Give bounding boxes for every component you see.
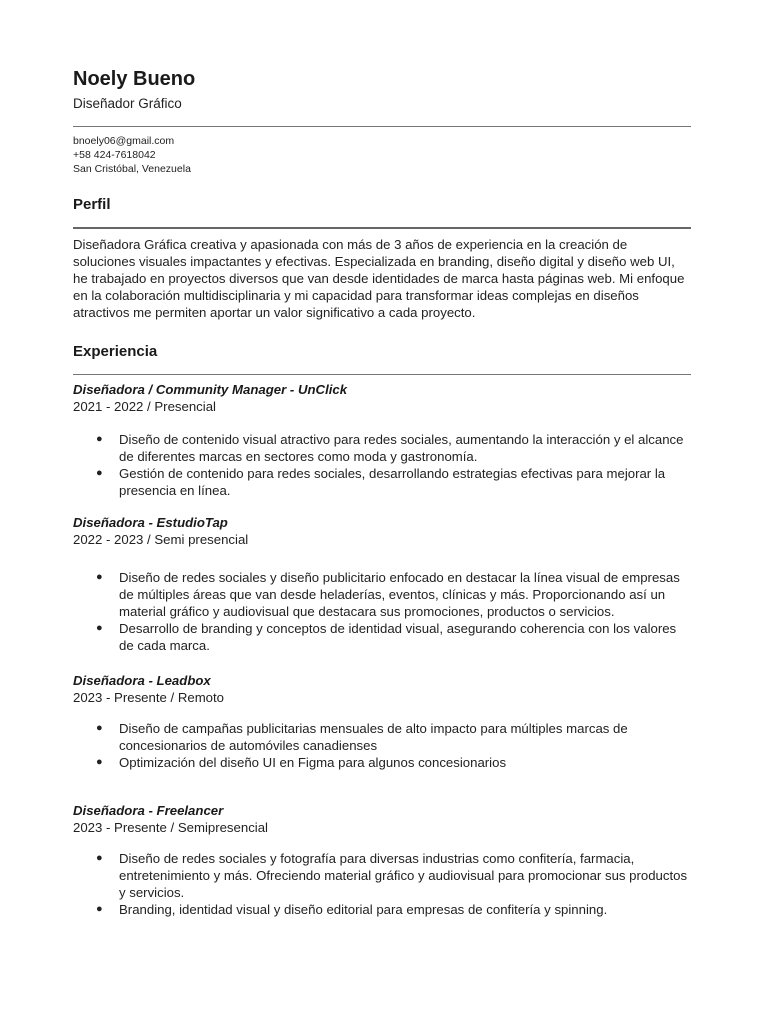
candidate-name: Noely Bueno: [73, 68, 196, 90]
bullet-dot-icon: ●: [96, 722, 103, 734]
bullet-dot-icon: ●: [96, 622, 103, 634]
contact-email: bnoely06@gmail.com: [73, 135, 175, 147]
bullet-item: ● Branding, identidad visual y diseño editorial para empresas de confitería y spinning.: [96, 902, 608, 917]
bullet-dot-icon: ●: [96, 852, 103, 864]
resume-page: [73, 66, 691, 918]
profile-divider: [73, 227, 691, 229]
job-meta: 2021 - 2022 / Presencial: [73, 399, 216, 414]
bullet-dot-icon: ●: [96, 903, 103, 915]
bullet-item: ● Diseño de redes sociales y diseño publicitario enfocado en destacar la línea visual de empresas de múltiples áreas que van desde heladerías, eventos, clínicas y más. Proporcionando así un material gráfico y audiovisual que destacara sus promociones, productos o servicios.: [96, 570, 680, 619]
job-bullets: [73, 569, 691, 654]
bullet-item: ● Optimización del diseño UI en Figma para algunos concesionarios: [96, 755, 507, 770]
bullet-dot-icon: ●: [96, 571, 103, 583]
job-meta: 2023 - Presente / Semipresencial: [73, 820, 268, 835]
contact-location: San Cristóbal, Venezuela: [73, 163, 191, 175]
job-bullets: [73, 720, 691, 771]
bullet-dot-icon: ●: [96, 756, 103, 768]
experience-divider: [73, 374, 691, 375]
job-entry: [73, 381, 691, 499]
job-title: Diseñadora - Leadbox: [73, 673, 211, 688]
job-title: Diseñadora - EstudioTap: [73, 515, 228, 530]
job-meta: 2022 - 2023 / Semi presencial: [73, 532, 249, 547]
contact-phone: +58 424-7618042: [73, 149, 156, 161]
experience-section-title: Experiencia: [73, 343, 158, 360]
candidate-role: Diseñador Gráfico: [73, 96, 182, 111]
bullet-dot-icon: ●: [96, 467, 103, 479]
profile-section-title: Perfil: [73, 196, 111, 213]
contact-block: [73, 134, 691, 176]
job-title: Diseñadora - Freelancer: [73, 803, 224, 818]
profile-text: Diseñadora Gráfica creativa y apasionada con más de 3 años de experiencia en la creación de soluciones visuales impactantes y efectivas. Especializada en branding, diseño digital y diseño web UI, he trabajado en proyectos diversos que van desde identidades de marca hasta páginas web. Mi enfoque en la colaboración multidisciplinaria y mi capacidad para transformar ideas complejas en diseños atractivos me permiten aportar un valor significativo a cada proyecto.: [73, 237, 685, 320]
job-meta: 2023 - Presente / Remoto: [73, 690, 225, 705]
bullet-item: ● Gestión de contenido para redes sociales, desarrollando estrategias efectivas para mejorar la presencia en línea.: [96, 466, 666, 498]
job-entry: [73, 672, 691, 771]
bullet-item: ● Diseño de campañas publicitarias mensuales de alto impacto para múltiples marcas de concesionarios de automóviles canadienses: [96, 721, 628, 753]
job-entry: [73, 514, 691, 654]
job-entry: [73, 802, 691, 918]
job-bullets: [73, 850, 691, 918]
job-title: Diseñadora / Community Manager - UnClick: [73, 382, 348, 397]
bullet-item: ● Diseño de contenido visual atractivo para redes sociales, aumentando la interacción y el alcance de diferentes marcas en sectores como moda y gastronomía.: [96, 432, 684, 464]
bullet-item: ● Diseño de redes sociales y fotografía para diversas industrias como confitería, farmacia, entretenimiento y más. Ofreciendo material gráfico y audiovisual para promocionar sus productos y servicios.: [96, 851, 688, 900]
header-divider: [73, 126, 691, 127]
bullet-item: ● Desarrollo de branding y conceptos de identidad visual, asegurando coherencia con los valores de cada marca.: [96, 621, 677, 653]
job-bullets: [73, 431, 691, 499]
bullet-dot-icon: ●: [96, 433, 103, 445]
